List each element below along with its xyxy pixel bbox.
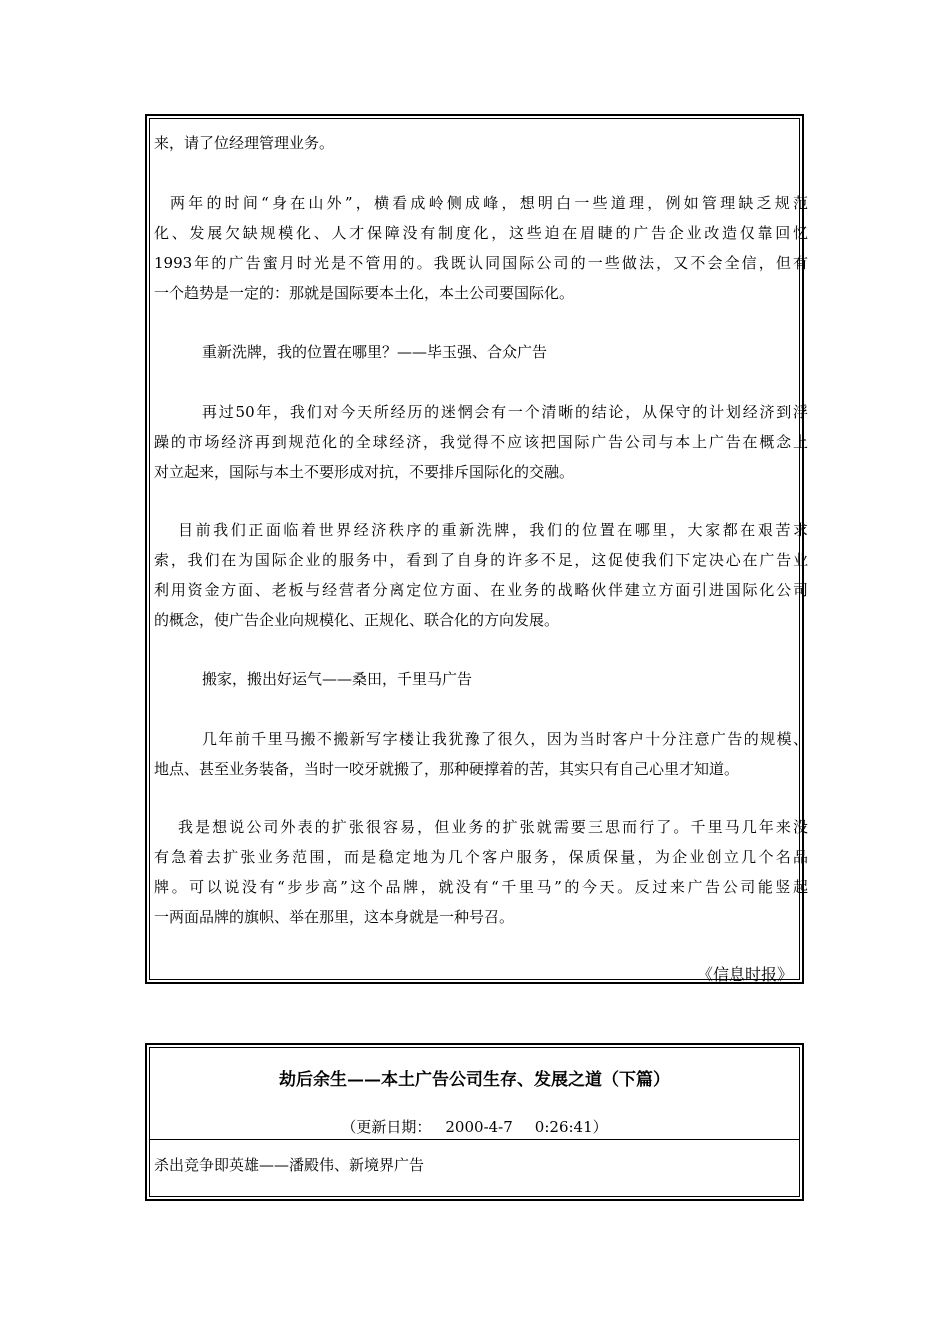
- paragraph-1: [154, 128, 808, 158]
- paragraph-line: 有急着去扩张业务范围，而是稳定地为几个客户服务，保质保量，为企业创立几个名品: [154, 848, 808, 866]
- paragraph-line: 一两面品牌的旗帜、举在那里，这本身就是一种号召。: [154, 908, 515, 926]
- paragraph-line: 的概念，使广告企业向规模化、正规化、联合化的方向发展。: [154, 611, 560, 629]
- article-inner-frame: [149, 118, 808, 984]
- update-date-line: [150, 1116, 799, 1138]
- section-heading-first: 杀出竞争即英雄——潘殿伟、新境界广告: [154, 1156, 425, 1174]
- update-time: 0:26:41）: [534, 1118, 608, 1136]
- paragraph-line: 目前我们正面临着世界经济秩序的重新洗牌，我们的位置在哪里，大家都在艰苦求: [178, 521, 808, 539]
- title-divider: [150, 1139, 799, 1140]
- paragraph-line: 我是想说公司外表的扩张很容易，但业务的扩张就需要三思而行了。千里马几年来没: [178, 818, 808, 836]
- paragraph-6: [154, 812, 808, 932]
- paragraph-line: 来，请了位经理管理业务。: [154, 134, 335, 152]
- update-date: 2000-4-7: [445, 1118, 513, 1136]
- paragraph-line: 地点、甚至业务装备，当时一咬牙就搬了，那种硬撑着的苦，其实只有自己心里才知道。: [154, 760, 740, 778]
- next-article-box: [145, 1043, 804, 1201]
- article-title: 劫后余生——本土广告公司生存、发展之道（下篇）: [279, 1070, 670, 1090]
- paragraph-line: 搬家，搬出好运气——桑田，千里马广告: [202, 670, 473, 688]
- paragraph-line: 1993年的广告蜜月时光是不管用的。我既认同国际公司的一些做法，又不会全信，但有: [154, 254, 808, 272]
- article-continuation-box: [145, 114, 808, 984]
- paragraph-line: 重新洗牌，我的位置在哪里？——毕玉强、合众广告: [202, 343, 548, 361]
- source-attribution: 《信息时报》: [696, 965, 793, 984]
- section-heading-moving: [154, 664, 808, 694]
- paragraph-line: 一个趋势是一定的：那就是国际要本土化，本土公司要国际化。: [154, 284, 575, 302]
- paragraph-line: 两年的时间“身在山外”，横看成岭侧成峰，想明白一些道理，例如管理缺乏规范: [170, 194, 808, 212]
- paragraph-line: 化、发展欠缺规模化、人才保障没有制度化，这些迫在眉睫的广告企业改造仅靠回忆: [154, 224, 808, 242]
- paragraph-line: 几年前千里马搬不搬新写字楼让我犹豫了很久，因为当时客户十分注意广告的规模、: [202, 730, 808, 748]
- paragraph-3: [154, 397, 808, 487]
- paragraph-line: 牌。可以说没有“步步高”这个品牌，就没有“千里马”的今天。反过来广告公司能竖起: [154, 878, 808, 896]
- paragraph-line: 再过50年，我们对今天所经历的迷惘会有一个清晰的结论，从保守的计划经济到浮: [202, 403, 808, 421]
- section-heading-reshuffle: [154, 337, 808, 367]
- paragraph-line: 利用资金方面、老板与经营者分离定位方面、在业务的战略伙伴建立方面引进国际化公司: [154, 581, 808, 599]
- paragraph-line: 对立起来，国际与本土不要形成对抗，不要排斥国际化的交融。: [154, 463, 575, 481]
- paragraph-4: [154, 515, 808, 635]
- paragraph-5: [154, 724, 808, 784]
- paragraph-2: [154, 188, 808, 308]
- update-label: （更新日期：: [341, 1118, 432, 1136]
- paragraph-line: 索，我们在为国际企业的服务中，看到了自身的许多不足，这促使我们下定决心在广告业: [154, 551, 808, 569]
- paragraph-line: 躁的市场经济再到规范化的全球经济，我觉得不应该把国际广告公司与本上广告在概念上: [154, 433, 808, 451]
- next-article-inner-frame: [149, 1047, 800, 1197]
